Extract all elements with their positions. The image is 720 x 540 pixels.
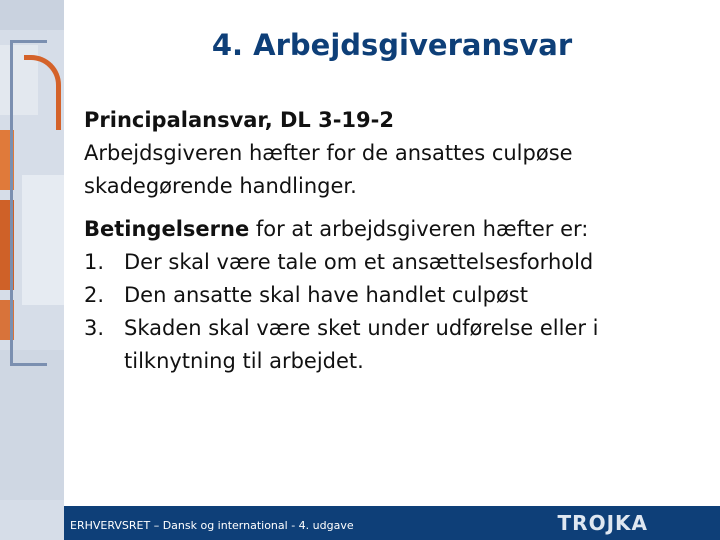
decor-block — [0, 350, 64, 500]
conditions-lead-bold: Betingelserne — [84, 217, 250, 241]
section-text: Arbejdsgiveren hæfter for de ansattes culpøse skadegørende handlinger. — [84, 141, 573, 198]
section-betingelser — [84, 213, 684, 378]
list-text: Der skal være tale om et ansættelsesforhold — [124, 250, 594, 274]
slide-body — [84, 104, 684, 388]
list-text: Skaden skal være sket under udførelse eller i tilknytning til arbejdet. — [124, 316, 599, 373]
decor-orange-curve — [24, 55, 61, 130]
list-number: 2. — [84, 283, 105, 307]
conditions-lead — [84, 213, 684, 246]
conditions-lead-rest: for at arbejdsgiveren hæfter er: — [249, 217, 589, 241]
list-number: 1. — [84, 250, 105, 274]
trojka-logo: TROJKA — [557, 511, 648, 535]
list-text: Den ansatte skal have handlet culpøst — [124, 283, 528, 307]
list-number: 3. — [84, 316, 105, 340]
section-heading: Principalansvar, DL 3-19-2 — [84, 108, 394, 132]
list-item — [84, 312, 684, 378]
section-principalansvar — [84, 104, 684, 203]
footer-text: ERHVERVSRET – Dansk og international - 4. udgave — [70, 519, 354, 532]
list-item — [84, 279, 684, 312]
decorative-side-band — [0, 0, 64, 540]
decor-block — [0, 0, 64, 30]
slide-title: 4. Arbejdsgiveransvar — [211, 28, 573, 62]
conditions-list — [84, 246, 684, 378]
list-item — [84, 246, 684, 279]
